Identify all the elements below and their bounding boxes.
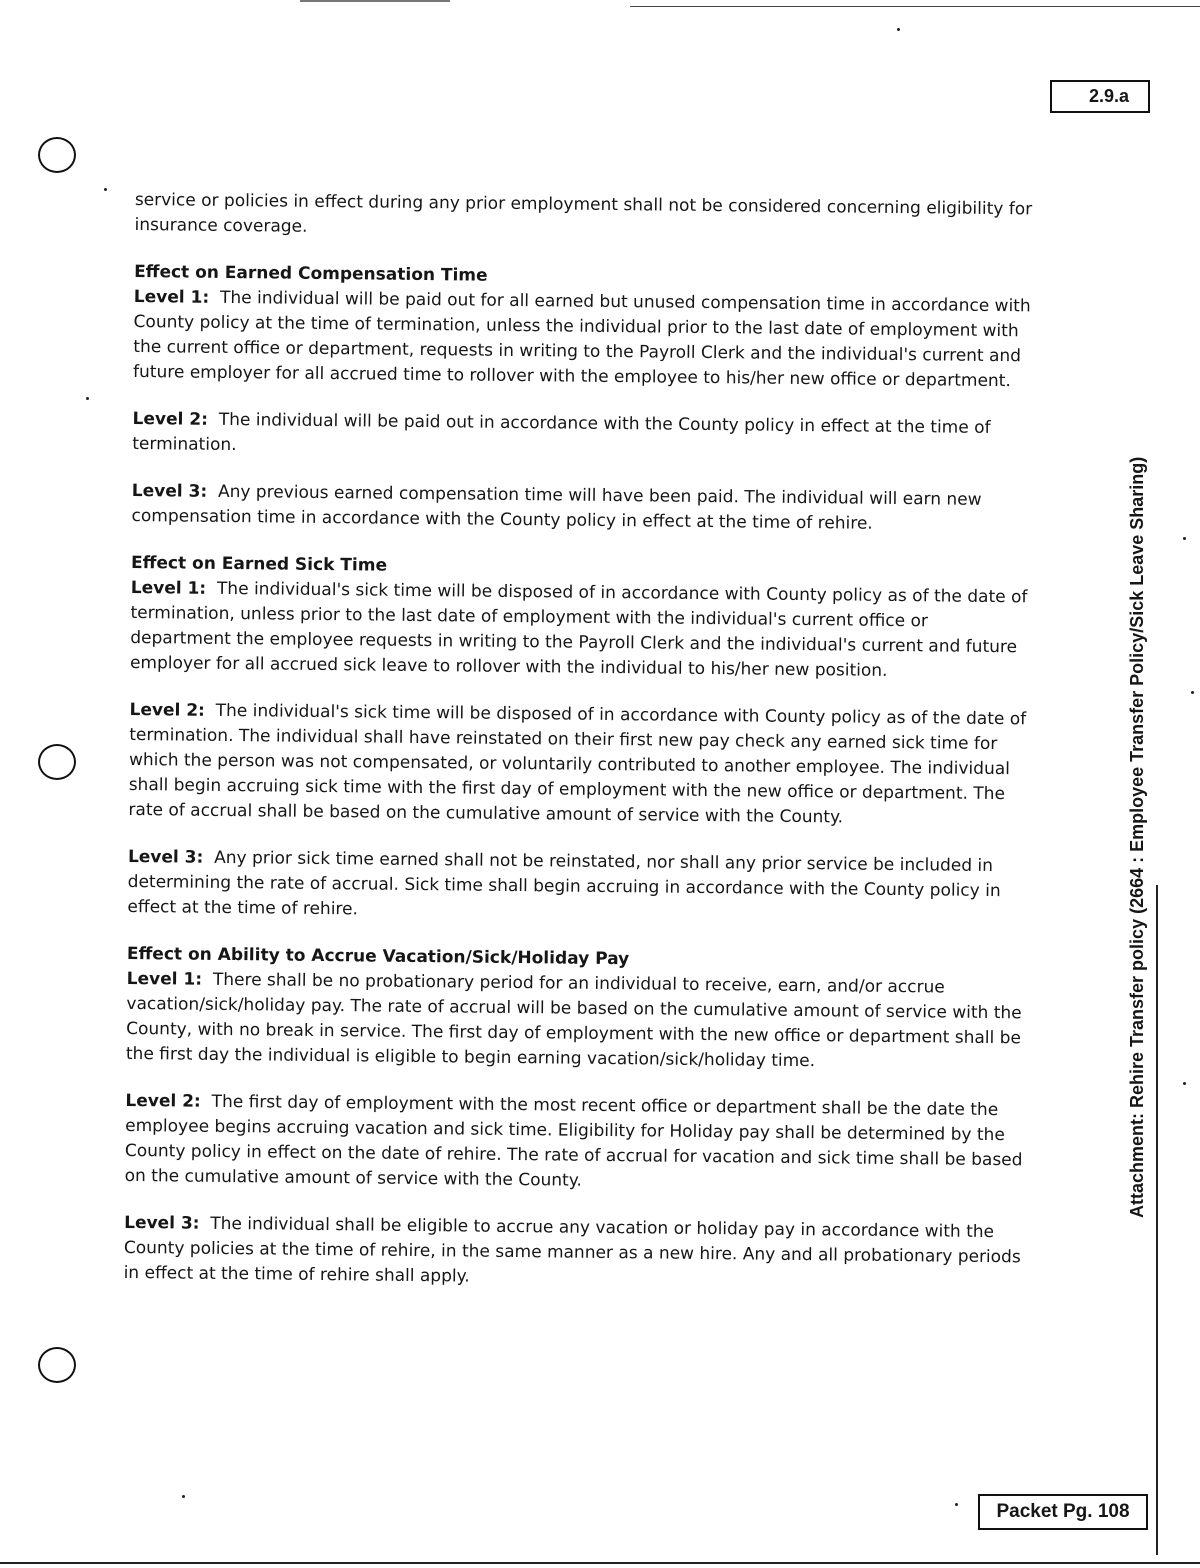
agenda-item-number: 2.9.a bbox=[1088, 86, 1130, 106]
scan-speck bbox=[182, 1495, 185, 1498]
scan-mark bbox=[300, 0, 450, 6]
level-paragraph bbox=[124, 1211, 1025, 1295]
binder-hole bbox=[38, 137, 76, 173]
level-label: Level 2: bbox=[125, 1090, 201, 1112]
level-paragraph bbox=[133, 285, 1034, 394]
level-label: Level 1: bbox=[133, 286, 210, 308]
level-label: Level 3: bbox=[127, 846, 204, 868]
level-paragraph bbox=[128, 698, 1029, 832]
document-body bbox=[123, 188, 1035, 1317]
level-text: The individual will be paid out for all earned but unused compensation time in accordance with County policy at the time of termination, unless the individual prior to the last date of employment with the current office or department, requests in writing to the Payroll Clerk and the individual's current and future employer for all accrued time to rollover with the employee to his/her new office or department. bbox=[132, 287, 1031, 392]
level-text: The individual shall be eligible to accrue any vacation or holiday pay in accordance with the County policies at the time of rehire, in the same manner as a new hire. Any and all probationary periods in effect at the time of rehire shall apply. bbox=[123, 1213, 1021, 1287]
level-paragraph bbox=[125, 1089, 1026, 1198]
section-heading: Effect on Earned Compensation Time bbox=[134, 261, 488, 286]
level-label: Level 3: bbox=[131, 480, 208, 502]
level-label: Level 2: bbox=[132, 408, 209, 430]
binder-hole bbox=[38, 1347, 76, 1383]
scan-speck bbox=[104, 188, 107, 191]
scan-speck bbox=[1191, 691, 1194, 694]
level-label: Level 3: bbox=[124, 1212, 200, 1234]
level-text: The first day of employment with the most recent office or department shall be the date the employee begins accruing vacation and sick time. Eligibility for Holiday pay shall be determined by the County policy in effect on the date of rehire. The rate of accrual for vacation and sick time shall be based on the cumulative amount of service with the County. bbox=[124, 1091, 1023, 1191]
level-paragraph bbox=[130, 576, 1031, 685]
attachment-side-label: Attachment: Rehire Transfer policy (2664 : Employee Transfer Policy/Sick Leave Sharing) bbox=[1127, 456, 1147, 1218]
right-margin-rule bbox=[1156, 885, 1158, 1555]
level-paragraph bbox=[132, 407, 1032, 466]
level-text: Any prior sick time earned shall not be reinstated, nor shall any prior service be included in determining the rate of accrual. Sick time shall begin accruing in accordance with the County policy in effect at the time of rehire. bbox=[127, 847, 1001, 920]
level-text: The individual will be paid out in accordance with the County policy in effect at the time of termination. bbox=[132, 409, 991, 456]
scan-speck bbox=[955, 1503, 958, 1506]
level-text: There shall be no probationary period for an individual to receive, earn, and/or accrue vacation/sick/holiday pay. The rate of accrual will be based on the cumulative amount of service with the County, with no break in service. The first day of employment with the new office or department shall be the first day the individual is eligible to begin earning vacation/sick/holiday time. bbox=[125, 969, 1022, 1072]
scan-speck bbox=[897, 28, 900, 31]
level-label: Level 1: bbox=[130, 577, 207, 599]
binder-hole bbox=[38, 744, 76, 780]
scan-speck bbox=[1183, 537, 1186, 540]
level-label: Level 2: bbox=[129, 699, 205, 721]
scan-speck bbox=[86, 397, 89, 400]
agenda-item-badge bbox=[1050, 80, 1150, 113]
scan-speck bbox=[1183, 1082, 1186, 1085]
section-heading: Effect on Ability to Accrue Vacation/Sick/Holiday Pay bbox=[126, 943, 630, 970]
level-paragraph bbox=[127, 845, 1028, 929]
level-text: Any previous earned compensation time will have been paid. The individual will earn new compensation time in accordance with the County policy in effect at the time of rehire. bbox=[131, 481, 982, 534]
intro-paragraph: service or policies in effect during any prior employment shall not be considered concerning eligibility for insurance coverage. bbox=[134, 189, 1033, 237]
bottom-rule bbox=[0, 1562, 1200, 1564]
level-paragraph bbox=[126, 967, 1027, 1076]
level-text: The individual's sick time will be disposed of in accordance with County policy as of the date of termination, unless prior to the last date of employment with the individual's current office or department the employee requests in writing to the Payroll Clerk and the individual's current and future employer for all accrued sick leave to rollover with the individual to his/her new position. bbox=[129, 578, 1028, 681]
level-label: Level 1: bbox=[126, 968, 203, 990]
section-heading: Effect on Earned Sick Time bbox=[130, 552, 388, 576]
level-text: The individual's sick time will be disposed of in accordance with County policy as of the date of termination. The individual shall have reinstated on their first new pay check any earned sick time for which the person was not compensated, or voluntarily contributed to another employee. The individual shall begin accruing sick time with the first day of employment with the new office or department. The rate of accrual shall be based on the cumulative amount of service with the County. bbox=[128, 700, 1027, 828]
level-paragraph bbox=[131, 479, 1031, 538]
packet-page-label: Packet Pg. 108 bbox=[978, 1494, 1148, 1530]
top-rule bbox=[630, 6, 1200, 7]
